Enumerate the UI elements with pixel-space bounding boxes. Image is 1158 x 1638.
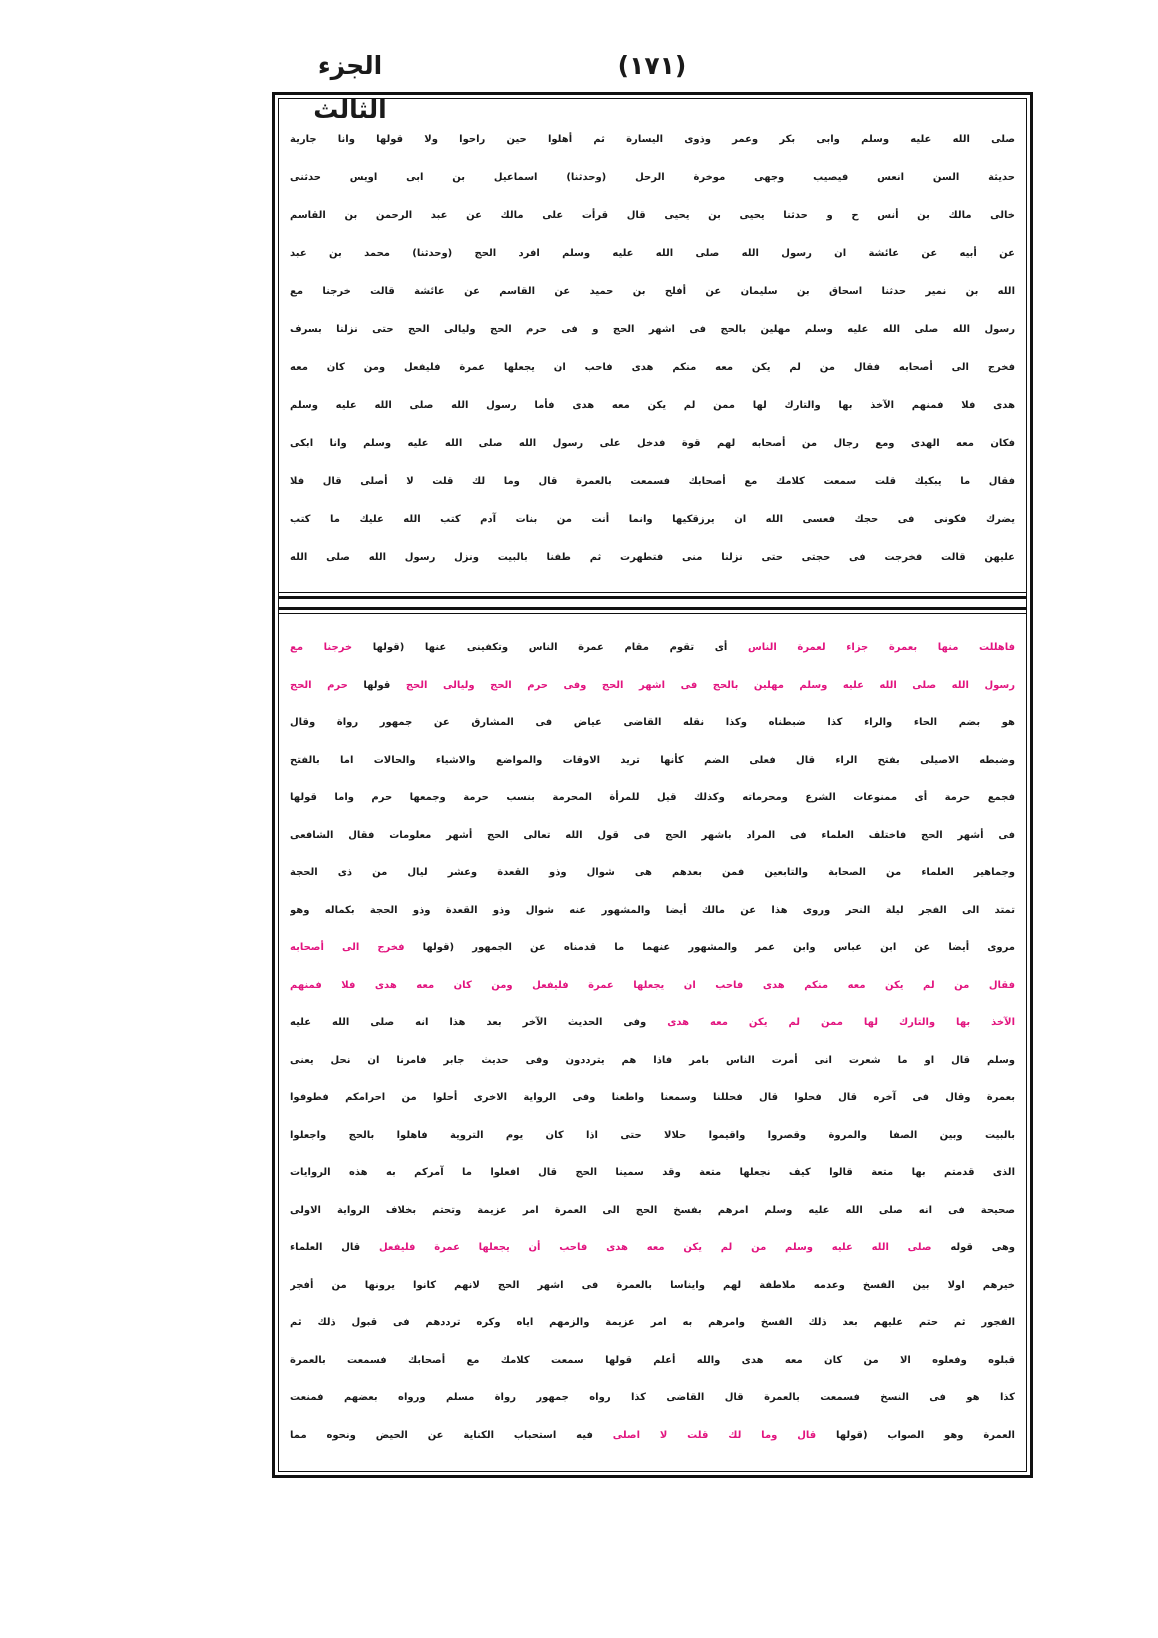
commentary-line (290, 1079, 1015, 1117)
volume-label: الجزء الثالث (313, 51, 387, 124)
commentary-line (290, 1304, 1015, 1342)
commentary-line (290, 779, 1015, 817)
hadith-line: فكان معه الهدى ومع رجال من أصحابه لهم قوة فدخل على رسول الله صلى الله عليه وسلم وانا ابكى (290, 438, 1015, 449)
hadith-line: صلى الله عليه وسلم وابى بكر وعمر وذوى اليسارة ثم أهلوا حين راحوا ولا قولها وانا جارية (290, 134, 1015, 145)
commentary-text: قولها (363, 679, 391, 691)
commentary-text: وجماهير العلماء من الصحابة والتابعين فمن بعدهم هى شوال وذو القعدة وعشر ليال من ذى الحجة (290, 867, 1015, 878)
commentary-line (290, 1379, 1015, 1417)
quoted-text: حرم الحج (290, 679, 348, 691)
commentary-text: الفجور ثم حتم عليهم بعد ذلك الفسخ وامرهم به امر عزيمة والزمهم اياه وكره ترددهم فى قبول ذلك ثم (290, 1317, 1015, 1328)
commentary-text: هو بضم الحاء والراء كذا ضبطناه وكذا نقله القاضى عياض فى المشارق عن جمهور رواة وقال (290, 717, 1015, 728)
commentary-line (290, 1417, 1015, 1455)
commentary-text: بعمرة وقال فى آخره قال فحلوا قال فحللنا وسمعنا واطعنا وفى الرواية الاخرى أحلوا من احرامكم فطوفوا (290, 1092, 1015, 1103)
quoted-text: فاهللت منها بعمرة جزاء لعمرة الناس (747, 642, 1015, 653)
text-frame (272, 92, 1033, 1478)
commentary-text: العمرة وهو الصواب (قولها (836, 1429, 1015, 1441)
commentary-line (290, 1192, 1015, 1230)
commentary-text: مروى أيضا عن ابن عباس وابن عمر والمشهور عنهما ما قدمناه عن الجمهور (قولها (422, 942, 1015, 953)
commentary-text: خيرهم اولا بين الفسخ وعدمه ملاطفة لهم وايناسا بالعمرة فى اشهر الحج لانهم كانوا يرونها من أفجر (290, 1279, 1015, 1291)
commentary-line (290, 667, 1015, 705)
quoted-text: قال وما لك قلت لا اصلى (612, 1429, 817, 1441)
hadith-line: عليهن قالت فخرجت فى حجتى حتى نزلنا منى فتطهرت ثم طفنا بالبيت ونزل رسول الله صلى الله (290, 552, 1015, 563)
commentary-line (290, 704, 1015, 742)
commentary-line (290, 1229, 1015, 1267)
commentary-text: وفى الحديث الآخر بعد هذا انه صلى الله عليه (290, 1017, 647, 1028)
section-divider (279, 592, 1026, 614)
commentary-text: فجمع حرمة أى ممنوعات الشرع ومحرماته وكذلك قيل للمرأة المحرمة بنسب حرمة وجمعها حرم واما قولها (290, 792, 1015, 803)
commentary-line (290, 1154, 1015, 1192)
commentary-line (290, 817, 1015, 855)
commentary-text: أى تقوم مقام عمرة الناس وتكفينى عنها (قولها (372, 642, 728, 653)
commentary-text: قبلوه وفعلوه الا من كان معه هدى والله أعلم قولها سمعت كلامك مع أصحابك فسمعت بالعمرة (290, 1354, 1015, 1366)
commentary-text: وهى قوله (950, 1242, 1015, 1253)
commentary-line (290, 929, 1015, 967)
commentary-text: كذا هو فى النسخ فسمعت بالعمرة قال القاضى كذا رواه جمهور رواة مسلم ورواه بعضهم فمنعت (290, 1392, 1015, 1403)
commentary-text: فيه استحباب الكناية عن الحيض ونحوه مما (290, 1429, 593, 1441)
commentary-text: وضبطه الاصيلى بفتح الراء قال فعلى الضم كأنها تريد الاوقات والمواضع والاشياء والحالات اما بالفتح (290, 754, 1015, 766)
commentary-text: الذى قدمتم بها متعة قالوا كيف نجعلها متعة وقد سمينا الحج قال افعلوا ما آمركم به هذه الروايات (290, 1167, 1015, 1178)
commentary-line (290, 1117, 1015, 1155)
quoted-text: الآخذ بها والتارك لها ممن لم يكن معه هدى (667, 1017, 1015, 1028)
hadith-line: حديثة السن انعس فيصيب وجهى موخرة الرحل (وحدثنا) اسماعيل بن ابى اويس حدثنى (290, 172, 1015, 183)
hadith-line: خالى مالك بن أنس ح و حدثنا يحيى بن يحيى قال قرأت على مالك عن عبد الرحمن بن القاسم (290, 210, 1015, 221)
hadith-section (290, 121, 1015, 577)
commentary-section (290, 629, 1015, 1454)
hadith-line: رسول الله صلى الله عليه وسلم مهلين بالحج فى اشهر الحج و فى حرم الحج وليالى الحج حتى نزلنا بسرف (290, 324, 1015, 335)
quoted-text: صلى الله عليه وسلم من لم يكن معه هدى فاحب أن يجعلها عمرة فليفعل (379, 1242, 932, 1253)
quoted-text: رسول الله صلى الله عليه وسلم مهلين بالحج فى اشهر الحج وفى حرم الحج وليالى الحج (405, 679, 1015, 691)
commentary-line (290, 854, 1015, 892)
commentary-line (290, 1042, 1015, 1080)
hadith-line: الله بن نمير حدثنا اسحاق بن سليمان عن أفلح بن حميد عن القاسم عن عائشة قالت خرجنا مع (290, 286, 1015, 297)
commentary-text: قال العلماء (290, 1242, 361, 1253)
commentary-line (290, 742, 1015, 780)
commentary-line (290, 1342, 1015, 1380)
commentary-line (290, 1267, 1015, 1305)
quoted-text: فخرج الى أصحابه (290, 942, 405, 953)
hadith-line: عن أبيه عن عائشة ان رسول الله صلى الله عليه وسلم افرد الحج (وحدثنا) محمد بن عبد (290, 248, 1015, 259)
commentary-text: بالبيت وبين الصفا والمروة وقصروا واقيموا حلالا حتى اذا كان يوم التروية فاهلوا بالحج واجعلوا (290, 1129, 1015, 1141)
hadith-line: فقال ما يبكيك قلت سمعت كلامك مع أصحابك فسمعت بالعمرة قال وما لك قلت لا أصلى قال فلا (290, 476, 1015, 487)
commentary-line (290, 967, 1015, 1005)
commentary-text: صحيحة فى انه صلى الله عليه وسلم امرهم بفسخ الحج الى العمرة امر عزيمة وتحتم بخلاف الرواية الاولى (290, 1204, 1015, 1216)
commentary-text: وسلم قال او ما شعرت انى أمرت الناس بامر فاذا هم يترددون وفى حديث جابر فامرنا ان نحل يعنى (290, 1054, 1015, 1066)
page-number: (١٧١) (617, 51, 687, 80)
commentary-text: فى أشهر الحج فاختلف العلماء فى المراد باشهر الحج فى قول الله تعالى الحج أشهر معلومات فقال الشافعى (290, 829, 1015, 841)
commentary-text: تمتد الى الفجر ليلة النحر وروى هذا عن مالك أيضا والمشهور عنه شوال وذو القعدة وذو الحجة بكماله وهو (290, 904, 1015, 916)
quoted-text: فقال من لم يكن معه منكم هدى فاحب ان يجعلها عمرة فليفعل ومن كان معه هدى فلا فمنهم (290, 979, 1015, 991)
commentary-line (290, 1004, 1015, 1042)
hadith-line: يضرك فكونى فى حجك فعسى الله ان يرزقكيها وانما أنت من بنات آدم كتب الله عليك ما كتب (290, 514, 1015, 525)
commentary-line (290, 892, 1015, 930)
commentary-line (290, 629, 1015, 667)
hadith-line: فخرج الى أصحابه فقال من لم يكن معه منكم هدى فاحب ان يجعلها عمرة فليفعل ومن كان معه (290, 362, 1015, 373)
hadith-line: هدى فلا فمنهم الآخذ بها والتارك لها ممن لم يكن معه هدى فأما رسول الله صلى الله عليه وسلم (290, 400, 1015, 411)
quoted-text: خرجنا مع (290, 642, 353, 653)
